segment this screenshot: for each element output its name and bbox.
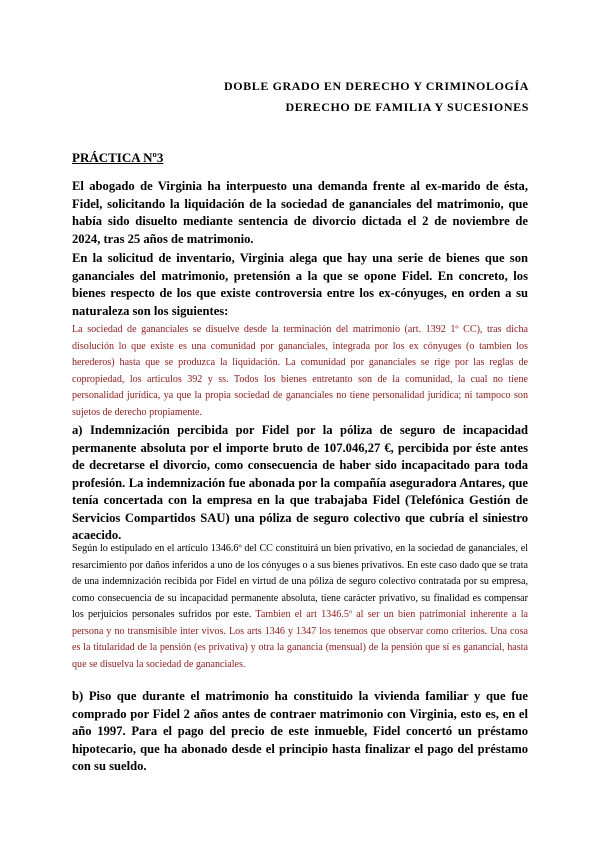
header-degree: DOBLE GRADO EN DERECHO Y CRIMINOLOGÍA — [223, 79, 529, 93]
answer-a-black-text: Según lo estipulado en el artículo 1346.6º del CC constituirá un bien privativo, en la sociedad de gananciales, el resarcimiento por daños inferidos a uno de los cónyuges o a sus bienes privativos. En este caso dado que se trata de una indemnización recibida por Fidel en virtud de una póliza de seguro colectivo contratada por su empresa, como consecuencia de su incapacidad permanente absoluta, tiene carácter privativo, su finalidad es compensar los perjuicios personales sufridos por este. — [72, 543, 528, 620]
question-a: a) Indemnización percibida por Fidel por la póliza de seguro de incapacidad permanente absoluta por el importe bruto de 107.046,27 €, percibida por éste antes de decretarse el divorcio, como consecuencia de haber sido incapacitado para toda profesión. La indemnización fue abonada por la compañía aseguradora Antares, que tenía concertada con la empresa en la que trabajaba Fidel (Telefónica Gestión de Servicios Compartidos SAU) una póliza de seguro colectivo que cubría el siniestro acaecido. — [72, 423, 528, 542]
answer-general: La sociedad de gananciales se disuelve desde la terminación del matrimonio (art. 1392 1º CC), tras dicha disolución lo que existe es una comunidad por gananciales, integrada por los ex cónyuges (o tambien los herederos) hasta que se produzca la liquidación. La comunidad por gananciales se rige por las reglas de copropiedad, los articulos 392 y ss. Todos los bienes entretanto son de la comunidad, la cual no tiene personalidad jurídica, ya que la propia sociedad de gananciales no tiene personalidad jurídica; ni tampoco son sujetos de derecho propiamente. — [72, 324, 528, 418]
intro-paragraph-2: En la solicitud de inventario, Virginia alega que hay una serie de bienes que son gananciales del matrimonio, pretensión a la que se opone Fidel. En concreto, los bienes respecto de los que existe controversia entre los ex-cónyuges, en orden a su naturaleza son los siguientes: — [72, 251, 528, 318]
practica-title: PRÁCTICA Nº3 — [72, 150, 164, 165]
answer-a-red-text: Tambien el art 1346.5º al ser un bien patrimonial inherente a la persona y no transmisible inter vivos. Los arts 1346 y 1347 los tenemos que observar como criterios. Una cosa es la titularidad de la pensión (es privativa) y otra la ganancia (mensual) de la pensión que sí es ganancial, hasta que se disuelva la sociedad de gananciales. — [72, 609, 528, 670]
answer-a — [72, 541, 528, 673]
question-b: b) Piso que durante el matrimonio ha constituido la vivienda familiar y que fue comprado por Fidel 2 años antes de contraer matrimonio con Virginia, esto es, en el año 1997. Para el pago del precio de este inmueble, Fidel concertó un préstamo hipotecario, que ha abonado desde el principio hasta finalizar el pago del préstamo con su sueldo. — [72, 689, 528, 773]
header-subject: DERECHO DE FAMILIA Y SUCESIONES — [285, 100, 529, 114]
intro-paragraph-1: El abogado de Virginia ha interpuesto una demanda frente al ex-marido de ésta, Fidel, solicitando la liquidación de la sociedad de gananciales del matrimonio, que había sido disuelto mediante sentencia de divorcio dictada el 2 de noviembre de 2024, tras 25 años de matrimonio. — [72, 179, 528, 246]
